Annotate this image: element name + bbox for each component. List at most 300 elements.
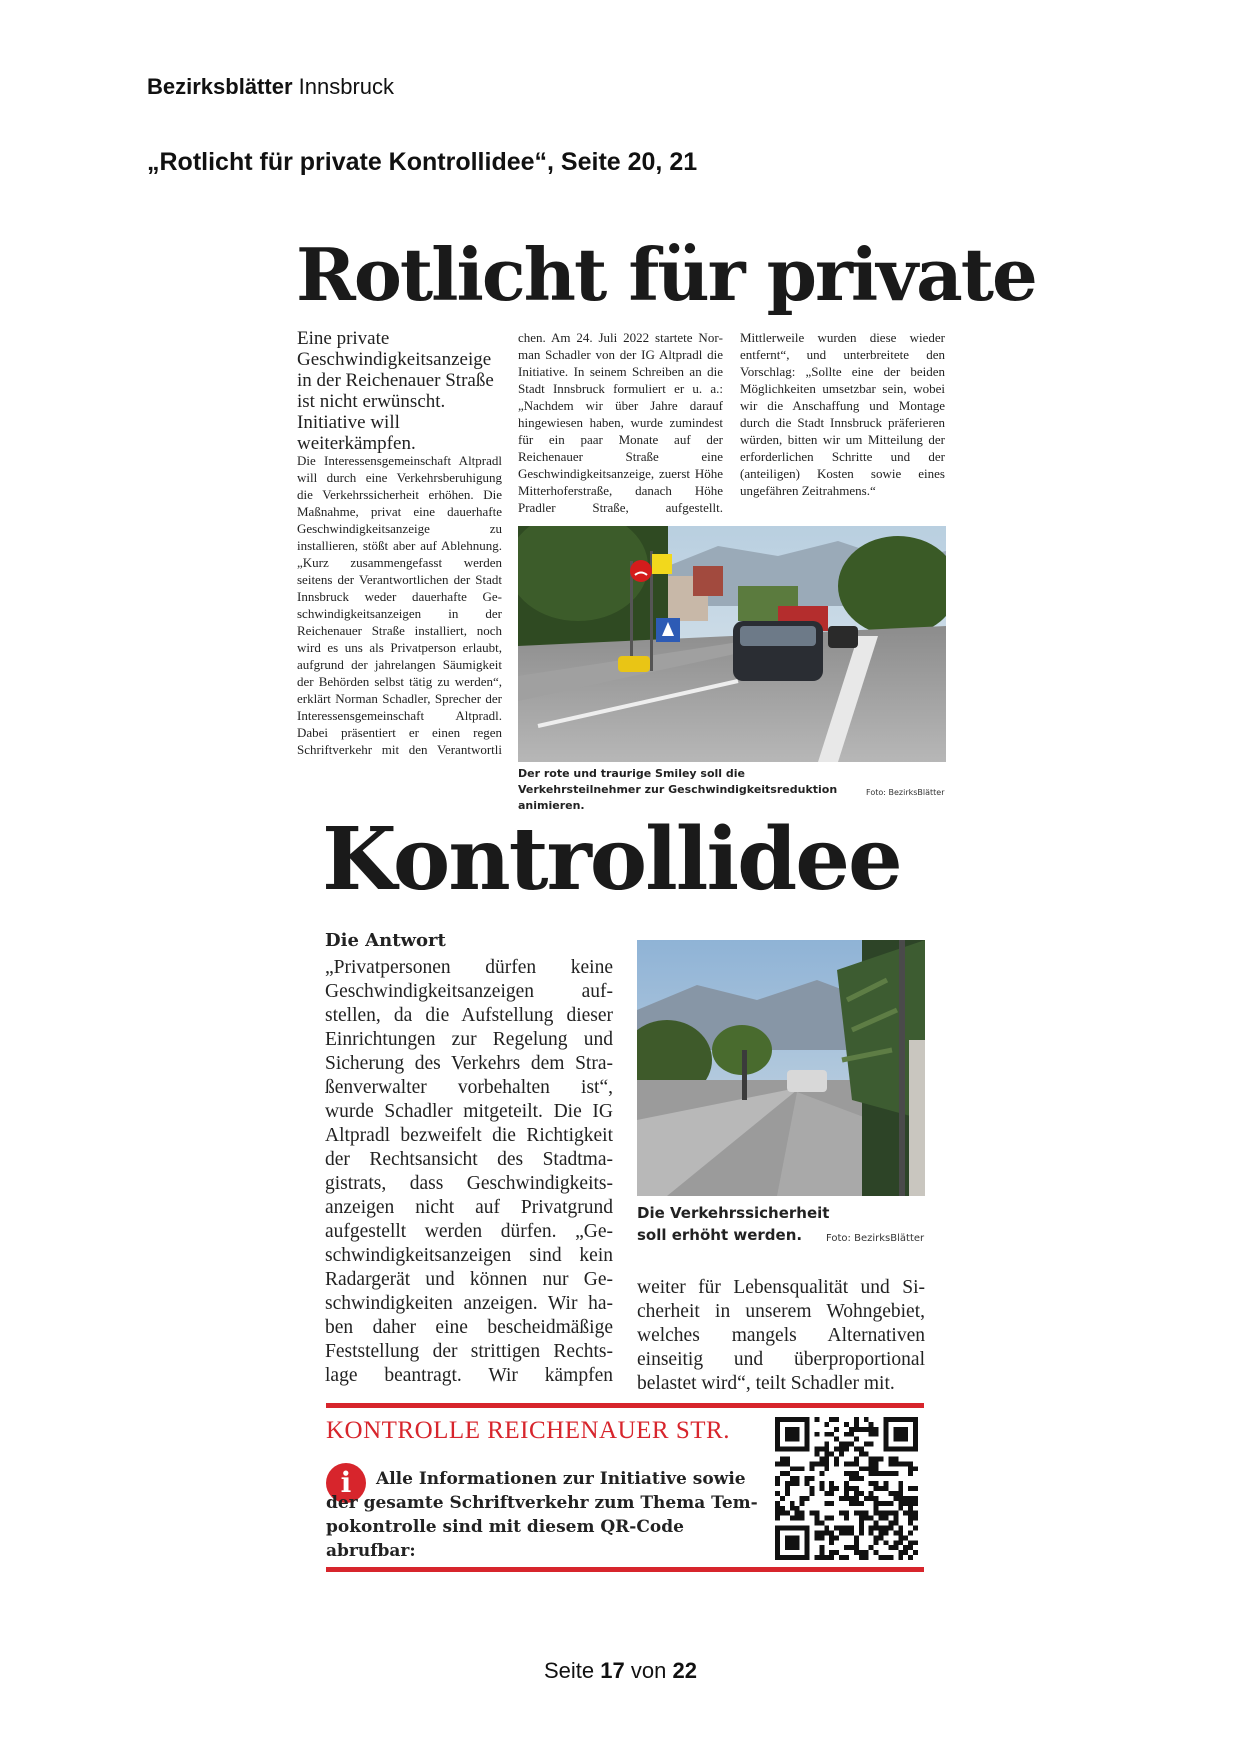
qr-module	[805, 1417, 810, 1422]
qr-module	[824, 1491, 829, 1496]
qr-module	[839, 1530, 844, 1535]
qr-module	[903, 1550, 908, 1555]
qr-module	[869, 1427, 874, 1432]
qr-module	[869, 1471, 874, 1476]
qr-module	[879, 1525, 884, 1530]
qr-module	[849, 1432, 854, 1437]
qr-module	[854, 1437, 859, 1442]
qr-module	[795, 1535, 800, 1540]
qr-module	[859, 1452, 864, 1457]
qr-module	[810, 1461, 815, 1466]
qr-module	[898, 1555, 903, 1560]
qr-module	[854, 1447, 859, 1452]
qr-module	[864, 1442, 869, 1447]
qr-module	[775, 1447, 780, 1452]
qr-module	[849, 1545, 854, 1550]
qr-module	[780, 1456, 785, 1461]
qr-code[interactable]	[775, 1417, 918, 1560]
qr-module	[874, 1506, 879, 1511]
qr-module	[883, 1422, 888, 1427]
qr-module	[780, 1506, 785, 1511]
photo-2-caption: Die Verkehrssicherheit soll erhöht werden.	[637, 1204, 830, 1244]
qr-module	[888, 1461, 893, 1466]
qr-module	[893, 1496, 898, 1501]
qr-module	[913, 1540, 918, 1545]
qr-module	[903, 1447, 908, 1452]
qr-module	[913, 1486, 918, 1491]
qr-module	[819, 1461, 824, 1466]
qr-module	[785, 1511, 790, 1516]
qr-module	[903, 1511, 908, 1516]
qr-module	[879, 1456, 884, 1461]
qr-module	[898, 1550, 903, 1555]
qr-module	[819, 1521, 824, 1526]
qr-module	[913, 1442, 918, 1447]
qr-module	[908, 1466, 913, 1471]
qr-module	[893, 1491, 898, 1496]
qr-module	[903, 1535, 908, 1540]
qr-module	[913, 1525, 918, 1530]
qr-module	[805, 1545, 810, 1550]
article-headline-part2: Kontrollidee	[322, 809, 901, 910]
qr-module	[790, 1476, 795, 1481]
qr-module	[859, 1521, 864, 1526]
qr-module	[913, 1516, 918, 1521]
qr-module	[790, 1501, 795, 1506]
qr-module	[854, 1471, 859, 1476]
qr-module	[913, 1496, 918, 1501]
qr-module	[883, 1432, 888, 1437]
qr-module	[859, 1516, 864, 1521]
qr-module	[883, 1511, 888, 1516]
qr-module	[814, 1511, 819, 1516]
qr-module	[814, 1417, 819, 1422]
qr-module	[879, 1511, 884, 1516]
qr-module	[874, 1550, 879, 1555]
footer-middle: von	[630, 1658, 667, 1683]
qr-code-image	[775, 1417, 918, 1560]
qr-module	[908, 1486, 913, 1491]
qr-module	[829, 1535, 834, 1540]
qr-module	[849, 1471, 854, 1476]
qr-module	[903, 1437, 908, 1442]
qr-module	[869, 1456, 874, 1461]
qr-module	[829, 1501, 834, 1506]
qr-module	[834, 1535, 839, 1540]
qr-module	[824, 1501, 829, 1506]
qr-module	[888, 1545, 893, 1550]
infobox-text	[326, 1467, 766, 1563]
qr-module	[908, 1545, 913, 1550]
qr-module	[785, 1481, 790, 1486]
qr-module	[775, 1481, 780, 1486]
qr-module	[898, 1506, 903, 1511]
qr-module	[883, 1540, 888, 1545]
qr-module	[829, 1417, 834, 1422]
qr-module	[829, 1452, 834, 1457]
qr-module	[883, 1501, 888, 1506]
qr-module	[898, 1501, 903, 1506]
qr-module	[795, 1516, 800, 1521]
street-photo-trees-image	[637, 940, 925, 1196]
page-title: „Rotlicht für private Kontrollidee“, Seite 20, 21	[147, 148, 698, 176]
qr-module	[883, 1555, 888, 1560]
qr-module	[844, 1530, 849, 1535]
qr-module	[805, 1530, 810, 1535]
qr-module	[795, 1437, 800, 1442]
qr-module	[810, 1491, 815, 1496]
qr-module	[864, 1555, 869, 1560]
qr-module	[893, 1540, 898, 1545]
qr-module	[805, 1437, 810, 1442]
qr-module	[908, 1447, 913, 1452]
qr-module	[893, 1516, 898, 1521]
publication-region: Innsbruck	[298, 74, 395, 99]
qr-module	[864, 1466, 869, 1471]
qr-module	[898, 1447, 903, 1452]
qr-module	[898, 1481, 903, 1486]
qr-module	[800, 1511, 805, 1516]
qr-module	[775, 1442, 780, 1447]
qr-module	[888, 1521, 893, 1526]
qr-module	[785, 1461, 790, 1466]
qr-module	[888, 1447, 893, 1452]
qr-module	[874, 1496, 879, 1501]
qr-module	[814, 1555, 819, 1560]
qr-module	[814, 1516, 819, 1521]
qr-module	[898, 1530, 903, 1535]
qr-module	[829, 1555, 834, 1560]
qr-module	[898, 1525, 903, 1530]
qr-module	[898, 1417, 903, 1422]
qr-module	[780, 1461, 785, 1466]
qr-module	[864, 1516, 869, 1521]
qr-module	[824, 1530, 829, 1535]
qr-module	[893, 1417, 898, 1422]
qr-module	[913, 1550, 918, 1555]
photo-1-caption: Der rote und traurige Smiley soll die Verkehrsteilnehmer zur Geschwindigkeitsreduktion animieren.	[518, 767, 838, 812]
qr-module	[785, 1535, 790, 1540]
qr-module	[790, 1535, 795, 1540]
qr-module	[785, 1447, 790, 1452]
qr-module	[903, 1496, 908, 1501]
qr-module	[869, 1530, 874, 1535]
qr-module	[854, 1422, 859, 1427]
qr-module	[913, 1427, 918, 1432]
qr-module	[819, 1456, 824, 1461]
qr-module	[883, 1427, 888, 1432]
qr-module	[888, 1555, 893, 1560]
qr-module	[824, 1516, 829, 1521]
qr-module	[785, 1525, 790, 1530]
qr-module	[839, 1555, 844, 1560]
qr-module	[834, 1461, 839, 1466]
qr-module	[790, 1427, 795, 1432]
qr-module	[859, 1501, 864, 1506]
qr-module	[898, 1486, 903, 1491]
qr-module	[913, 1466, 918, 1471]
qr-module	[908, 1521, 913, 1526]
qr-module	[819, 1535, 824, 1540]
qr-module	[893, 1437, 898, 1442]
qr-module	[844, 1461, 849, 1466]
qr-module	[829, 1481, 834, 1486]
publication-source	[147, 74, 394, 100]
qr-module	[775, 1432, 780, 1437]
qr-module	[829, 1486, 834, 1491]
qr-module	[780, 1471, 785, 1476]
qr-module	[790, 1437, 795, 1442]
qr-module	[869, 1491, 874, 1496]
infobox-bottom-rule	[326, 1567, 924, 1572]
qr-module	[775, 1530, 780, 1535]
qr-module	[903, 1501, 908, 1506]
qr-module	[854, 1486, 859, 1491]
qr-module	[874, 1471, 879, 1476]
footer-prefix: Seite	[544, 1658, 595, 1683]
qr-module	[785, 1432, 790, 1437]
qr-module	[829, 1491, 834, 1496]
qr-module	[814, 1530, 819, 1535]
qr-module	[869, 1432, 874, 1437]
qr-module	[795, 1466, 800, 1471]
qr-module	[805, 1555, 810, 1560]
qr-module	[844, 1447, 849, 1452]
qr-module	[888, 1491, 893, 1496]
total-page-count: 22	[672, 1658, 697, 1683]
qr-module	[775, 1550, 780, 1555]
qr-module	[800, 1501, 805, 1506]
qr-module	[908, 1496, 913, 1501]
qr-module	[849, 1525, 854, 1530]
qr-module	[854, 1511, 859, 1516]
qr-module	[814, 1452, 819, 1457]
qr-module	[854, 1550, 859, 1555]
qr-module	[854, 1456, 859, 1461]
qr-module	[795, 1417, 800, 1422]
qr-module	[883, 1442, 888, 1447]
qr-module	[819, 1550, 824, 1555]
qr-module	[775, 1525, 780, 1530]
qr-module	[888, 1525, 893, 1530]
qr-module	[834, 1437, 839, 1442]
qr-module	[824, 1452, 829, 1457]
qr-module	[859, 1525, 864, 1530]
qr-module	[869, 1466, 874, 1471]
qr-module	[805, 1442, 810, 1447]
qr-module	[903, 1427, 908, 1432]
qr-module	[805, 1525, 810, 1530]
qr-module	[849, 1427, 854, 1432]
qr-module	[800, 1496, 805, 1501]
qr-module	[785, 1471, 790, 1476]
qr-module	[888, 1417, 893, 1422]
qr-module	[775, 1540, 780, 1545]
qr-module	[829, 1530, 834, 1535]
qr-module	[844, 1422, 849, 1427]
qr-module	[883, 1525, 888, 1530]
qr-module	[785, 1427, 790, 1432]
qr-module	[810, 1486, 815, 1491]
qr-module	[775, 1516, 780, 1521]
qr-module	[874, 1501, 879, 1506]
qr-module	[913, 1437, 918, 1442]
qr-module	[790, 1506, 795, 1511]
street-photo-smiley	[518, 526, 946, 762]
qr-module	[854, 1496, 859, 1501]
qr-module	[903, 1432, 908, 1437]
qr-module	[780, 1511, 785, 1516]
qr-module	[790, 1481, 795, 1486]
qr-module	[824, 1447, 829, 1452]
qr-module	[834, 1486, 839, 1491]
qr-module	[859, 1511, 864, 1516]
article-deck: Eine private Geschwindigkeitsanzeige in der Reichenauer Straße ist nicht erwünscht. Initiative will weiterkämpfen.	[297, 328, 494, 454]
qr-module	[854, 1461, 859, 1466]
section-subhead: Die Antwort	[325, 930, 446, 951]
qr-module	[785, 1417, 790, 1422]
qr-module	[785, 1491, 790, 1496]
qr-module	[839, 1447, 844, 1452]
qr-module	[824, 1555, 829, 1560]
qr-module	[874, 1481, 879, 1486]
article-column-2: chen. Am 24. Juli 2022 startete Norman Schadler von der IG Altpradl die Initiative. In seinem Schreiben an die Stadt Innsbruck formuliert er u. a.: „Nachdem wir über Jahre darauf hingewiesen haben, wurde zumindest für ein paar Monate auf der Reichenauer Straße eine Geschwindigkeitsanzeige, zuerst Höhe Mitterhoferstraße, danach Höhe Pradler Straße, aufgestellt.	[518, 330, 723, 515]
qr-module	[844, 1545, 849, 1550]
qr-module	[795, 1540, 800, 1545]
qr-module	[874, 1432, 879, 1437]
qr-module	[790, 1417, 795, 1422]
qr-module	[883, 1486, 888, 1491]
qr-module	[854, 1427, 859, 1432]
current-page-number: 17	[600, 1658, 625, 1683]
qr-module	[824, 1466, 829, 1471]
qr-module	[849, 1442, 854, 1447]
qr-module	[844, 1516, 849, 1521]
qr-module	[790, 1555, 795, 1560]
qr-module	[893, 1447, 898, 1452]
qr-module	[844, 1525, 849, 1530]
qr-module	[893, 1432, 898, 1437]
qr-module	[834, 1417, 839, 1422]
qr-module	[795, 1476, 800, 1481]
qr-module	[805, 1481, 810, 1486]
qr-module	[898, 1432, 903, 1437]
qr-module	[775, 1491, 780, 1496]
qr-module	[893, 1461, 898, 1466]
qr-module	[869, 1545, 874, 1550]
qr-module	[893, 1521, 898, 1526]
qr-module	[879, 1555, 884, 1560]
street-photo-trees	[637, 940, 925, 1196]
qr-module	[869, 1442, 874, 1447]
qr-module	[893, 1530, 898, 1535]
qr-module	[810, 1511, 815, 1516]
qr-module	[913, 1417, 918, 1422]
qr-module	[874, 1525, 879, 1530]
qr-module	[829, 1516, 834, 1521]
qr-module	[819, 1545, 824, 1550]
qr-module	[859, 1491, 864, 1496]
qr-module	[775, 1427, 780, 1432]
qr-module	[844, 1496, 849, 1501]
page-footer	[0, 1658, 1241, 1684]
infobox-text-content: Alle Informationen zur Initiative sowie der gesamte Schriftverkehr zum Thema Tempokontrolle sind mit diesem QR-Code abrufbar:	[326, 1469, 758, 1561]
qr-module	[819, 1530, 824, 1535]
qr-module	[864, 1550, 869, 1555]
qr-module	[859, 1447, 864, 1452]
street-photo-smiley-image	[518, 526, 946, 762]
qr-module	[819, 1471, 824, 1476]
qr-module	[854, 1417, 859, 1422]
qr-module	[824, 1525, 829, 1530]
qr-module	[913, 1501, 918, 1506]
qr-module	[874, 1461, 879, 1466]
qr-module	[775, 1511, 780, 1516]
qr-module	[785, 1486, 790, 1491]
qr-module	[775, 1545, 780, 1550]
qr-module	[775, 1476, 780, 1481]
qr-module	[883, 1437, 888, 1442]
qr-module	[795, 1447, 800, 1452]
qr-module	[859, 1550, 864, 1555]
qr-module	[869, 1516, 874, 1521]
qr-module	[795, 1427, 800, 1432]
qr-module	[908, 1417, 913, 1422]
qr-module	[869, 1525, 874, 1530]
qr-module	[883, 1516, 888, 1521]
qr-module	[824, 1456, 829, 1461]
qr-module	[795, 1555, 800, 1560]
qr-module	[854, 1545, 859, 1550]
qr-module	[829, 1550, 834, 1555]
qr-module	[874, 1521, 879, 1526]
qr-module	[795, 1545, 800, 1550]
qr-module	[859, 1427, 864, 1432]
qr-module	[775, 1417, 780, 1422]
qr-module	[775, 1461, 780, 1466]
qr-module	[908, 1516, 913, 1521]
qr-module	[893, 1511, 898, 1516]
qr-module	[844, 1481, 849, 1486]
qr-module	[839, 1496, 844, 1501]
qr-module	[874, 1535, 879, 1540]
article-column-1: Die Interessensgemeinschaft Altpradl will durch eine Verkehrsberuhigung die Verkehrssicherheit erhöhen. Die Maßnahme, privat eine dauerhafte Geschwindigkeitsanzeige zu installieren, stößt aber auf Ablehnung. „Kurz zusammengefasst werden seitens der Verantwortlichen der Stadt Innsbruck weder dauerhafte Geschwindigkeitsanzeigen in der Reichenauer Straße installiert, noch wird es uns als Privatperson erlaubt, aufgrund der jahrelangen Säumigkeit der Behörden selbst tätig zu werden“, erklärt Norman Schadler, Sprecher der Interessensgemeinschaft Altpradl. Dabei präsentiert er einen regen Schriftverkehr mit den Verantwortli	[297, 453, 502, 757]
article-headline-part1: Rotlicht für private	[296, 232, 1036, 317]
qr-module	[844, 1442, 849, 1447]
qr-module	[795, 1525, 800, 1530]
qr-module	[883, 1447, 888, 1452]
qr-module	[908, 1511, 913, 1516]
qr-module	[790, 1545, 795, 1550]
qr-module	[839, 1452, 844, 1457]
qr-module	[834, 1456, 839, 1461]
infobox-top-rule	[326, 1403, 924, 1408]
qr-module	[814, 1447, 819, 1452]
qr-module	[775, 1506, 780, 1511]
qr-module	[849, 1501, 854, 1506]
qr-module	[805, 1476, 810, 1481]
qr-module	[864, 1417, 869, 1422]
qr-module	[775, 1555, 780, 1560]
qr-module	[903, 1461, 908, 1466]
qr-module	[800, 1555, 805, 1560]
qr-module	[805, 1447, 810, 1452]
qr-module	[795, 1481, 800, 1486]
qr-module	[805, 1535, 810, 1540]
qr-module	[893, 1471, 898, 1476]
qr-module	[854, 1501, 859, 1506]
qr-module	[780, 1417, 785, 1422]
